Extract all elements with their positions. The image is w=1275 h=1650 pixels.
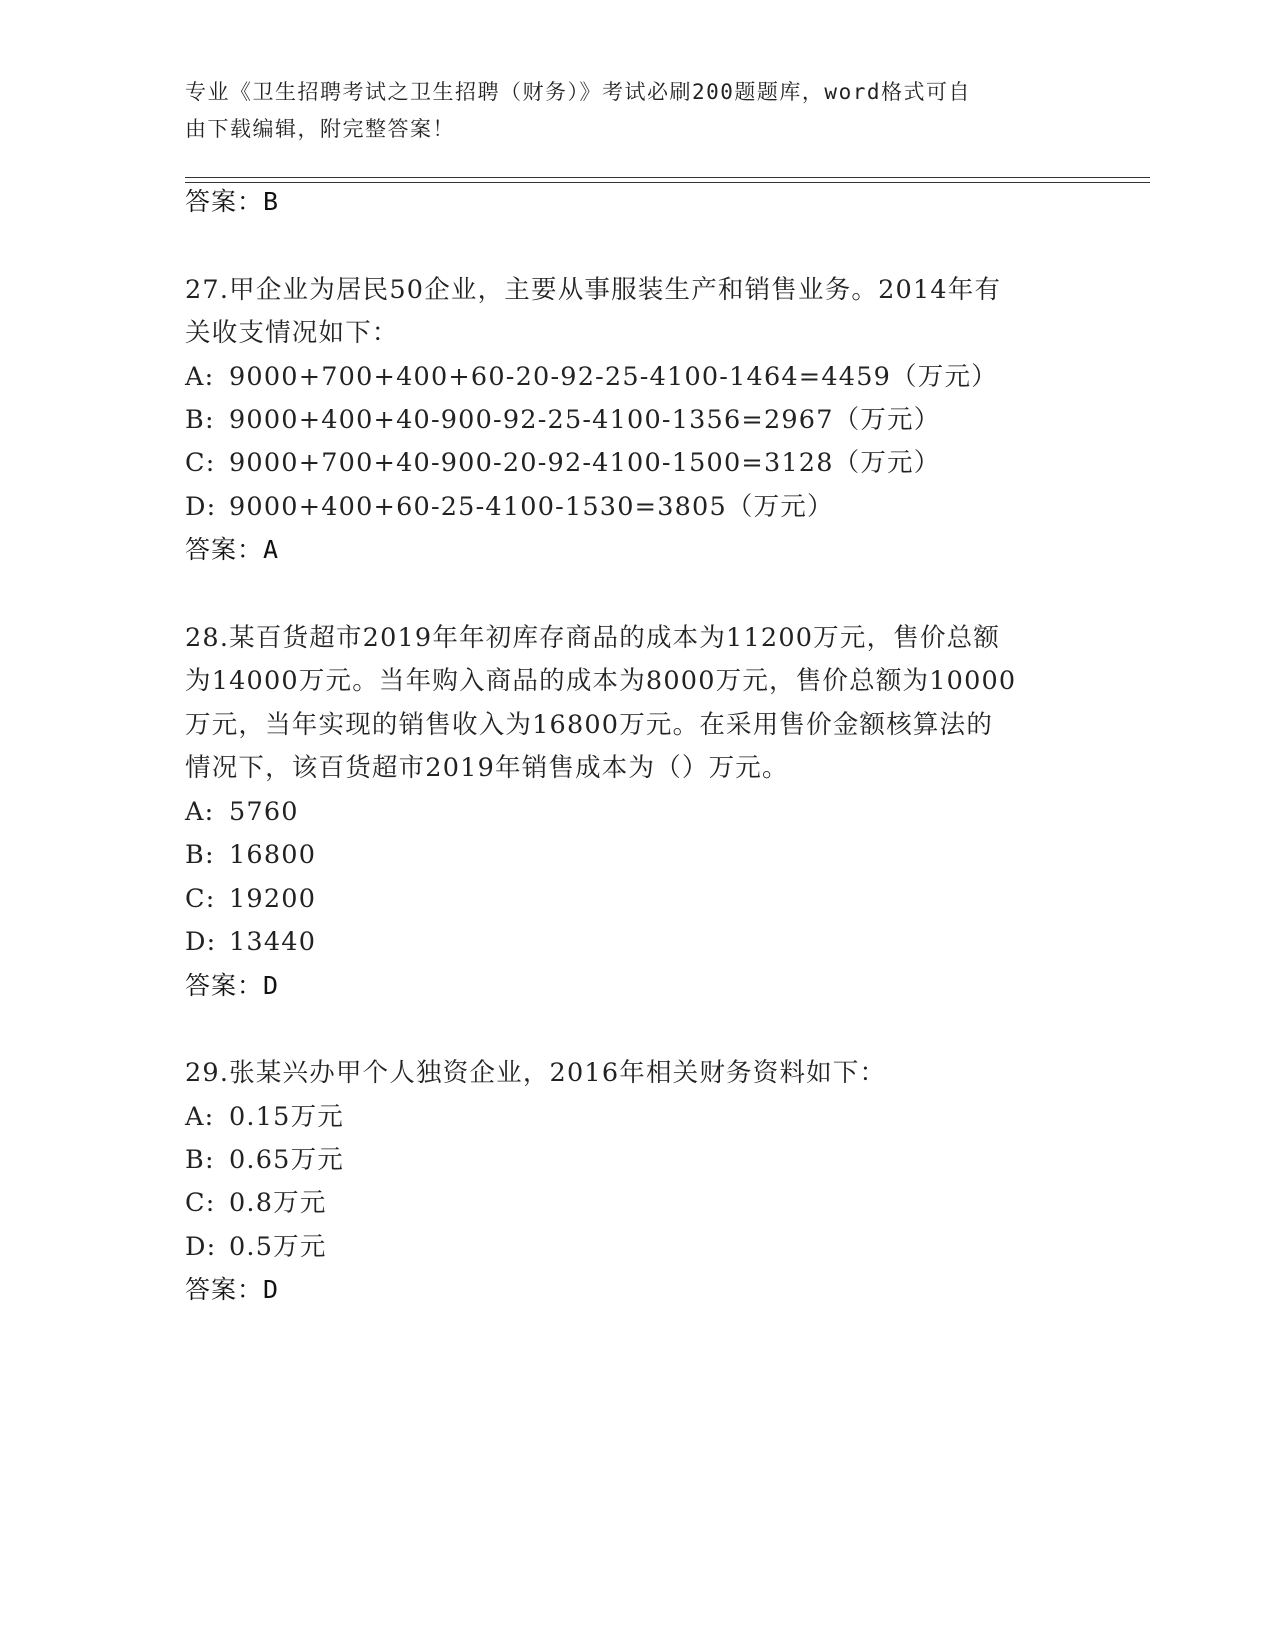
question-28-answer: 答案：D xyxy=(185,971,280,1000)
header-line-2: 由下载编辑，附完整答案！ xyxy=(185,117,455,141)
question-29-option-a xyxy=(185,1101,344,1133)
question-27-option-d xyxy=(185,491,834,523)
option-letter: A: xyxy=(185,797,215,827)
header-divider-top xyxy=(185,177,1150,178)
option-letter: D: xyxy=(185,927,217,957)
option-letter: C: xyxy=(185,884,216,914)
question-28-stem-line-2: 为14000万元。当年购入商品的成本为8000万元，售价总额为10000 xyxy=(185,666,1017,696)
header-line-1: 专业《卫生招聘考试之卫生招聘（财务）》考试必刷200题题库，word格式可自 xyxy=(185,80,971,104)
question-28-option-b xyxy=(185,839,316,871)
option-letter: A: xyxy=(185,362,215,392)
question-27-option-b xyxy=(185,404,940,436)
option-letter: B: xyxy=(185,840,215,870)
header-divider-bottom xyxy=(185,182,1150,183)
question-29-option-c xyxy=(185,1187,327,1219)
option-letter: C: xyxy=(185,1188,216,1218)
option-text: 9000+700+400+60-20-92-25-4100-1464=4459（万元） xyxy=(229,362,998,392)
question-28-option-d xyxy=(185,926,316,958)
question-29-stem-line-1: 29.张某兴办甲个人独资企业，2016年相关财务资料如下： xyxy=(185,1058,887,1088)
option-letter: B: xyxy=(185,1145,215,1175)
question-27-answer: 答案：A xyxy=(185,535,280,564)
question-28-stem-line-4: 情况下，该百货超市2019年销售成本为（）万元。 xyxy=(185,753,789,783)
option-text: 0.8万元 xyxy=(229,1188,327,1218)
question-27-option-c xyxy=(185,447,940,479)
question-27-stem-line-2: 关收支情况如下： xyxy=(185,318,399,348)
question-27-stem-line-1: 27.甲企业为居民50企业，主要从事服装生产和销售业务。2014年有 xyxy=(185,275,1002,305)
option-text: 5760 xyxy=(229,797,299,827)
option-letter: A: xyxy=(185,1102,215,1132)
question-29-option-b xyxy=(185,1144,344,1176)
option-text: 9000+700+40-900-20-92-4100-1500=3128（万元） xyxy=(229,448,941,478)
option-letter: C: xyxy=(185,448,216,478)
option-text: 0.5万元 xyxy=(229,1232,327,1262)
option-text: 9000+400+40-900-92-25-4100-1356=2967（万元） xyxy=(229,405,941,435)
option-text: 9000+400+60-25-4100-1530=3805（万元） xyxy=(229,492,834,522)
option-text: 13440 xyxy=(229,927,317,957)
question-28-option-c xyxy=(185,883,316,915)
question-28-option-a xyxy=(185,796,299,828)
option-text: 0.65万元 xyxy=(229,1145,344,1175)
document-header xyxy=(185,74,1065,148)
option-letter: D: xyxy=(185,492,217,522)
question-28-stem-line-1: 28.某百货超市2019年年初库存商品的成本为11200万元，售价总额 xyxy=(185,623,1001,653)
option-text: 16800 xyxy=(229,840,317,870)
question-28-stem-line-3: 万元，当年实现的销售收入为16800万元。在采用售价金额核算法的 xyxy=(185,710,994,740)
option-letter: B: xyxy=(185,405,215,435)
option-text: 19200 xyxy=(229,884,317,914)
question-27-option-a xyxy=(185,361,998,393)
question-29-option-d xyxy=(185,1231,327,1263)
previous-answer: 答案：B xyxy=(185,187,280,216)
question-29-answer: 答案：D xyxy=(185,1275,280,1304)
option-letter: D: xyxy=(185,1232,217,1262)
option-text: 0.15万元 xyxy=(229,1102,344,1132)
